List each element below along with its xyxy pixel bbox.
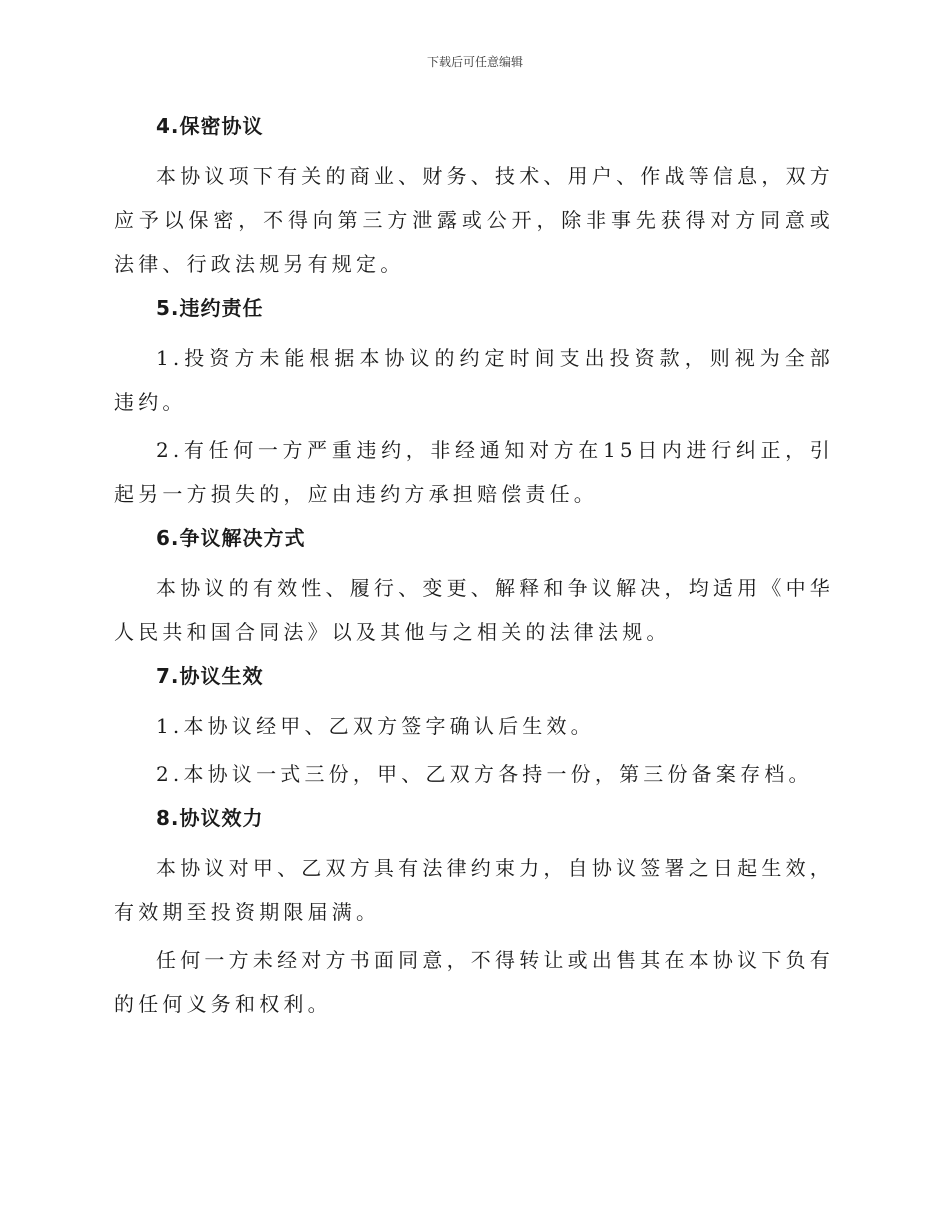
section-effectiveness xyxy=(114,658,834,796)
section-liability xyxy=(114,290,834,516)
paragraph: 1.投资方未能根据本协议的约定时间支出投资款，则视为全部违约。 xyxy=(114,346,834,414)
header-note: 下载后可任意编辑 xyxy=(426,55,523,69)
paragraph: 本协议的有效性、履行、变更、解释和争议解决，均适用《中华人民共和国合同法》以及其他与之相关的法律法规。 xyxy=(114,576,834,644)
section-validity xyxy=(114,800,834,1026)
section-heading: 8.协议效力 xyxy=(156,806,264,830)
paragraph: 2.本协议一式三份，甲、乙双方各持一份，第三份备案存档。 xyxy=(156,762,813,786)
paragraph: 本协议对甲、乙双方具有法律约束力，自协议签署之日起生效，有效期至投资期限届满。 xyxy=(114,856,834,924)
paragraph: 2.有任何一方严重违约，非经通知对方在15日内进行纠正，引起另一方损失的，应由违约方承担赔偿责任。 xyxy=(114,438,834,506)
section-heading: 6.争议解决方式 xyxy=(156,526,306,550)
paragraph: 1.本协议经甲、乙双方签字确认后生效。 xyxy=(156,714,595,738)
document-body xyxy=(114,108,834,1030)
paragraph: 任何一方未经对方书面同意，不得转让或出售其在本协议下负有的任何义务和权利。 xyxy=(114,948,834,1016)
section-confidentiality xyxy=(114,108,834,286)
section-heading: 7.协议生效 xyxy=(156,664,264,688)
section-heading: 5.违约责任 xyxy=(156,296,264,320)
paragraph: 本协议项下有关的商业、财务、技术、用户、作战等信息，双方应予以保密，不得向第三方泄露或公开，除非事先获得对方同意或法律、行政法规另有规定。 xyxy=(114,164,834,276)
section-heading: 4.保密协议 xyxy=(156,114,264,138)
section-dispute-resolution xyxy=(114,520,834,654)
